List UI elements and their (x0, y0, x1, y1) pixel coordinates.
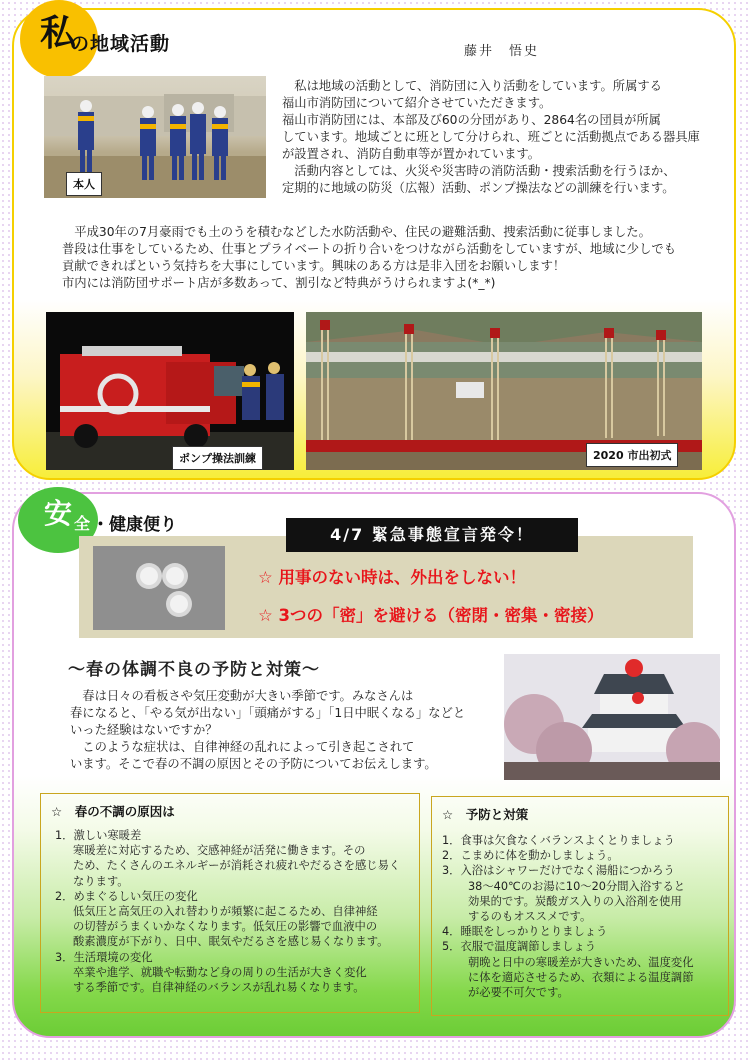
caption-ceremony: 2020 市出初式 (586, 443, 678, 467)
text-line: 定期的に地域の防災（広報）活動、ポンプ操法などの訓練を行います。 (282, 181, 675, 195)
list-item-text: 卒業や進学、就職や転勤など身の周りの生活が大きく変化 (73, 965, 367, 979)
list-item-head: 2．こまめに体を動かしましょう。 (442, 849, 619, 863)
list-item-text: 効果的です。炭酸ガス入りの入浴剤を使用 (468, 894, 682, 908)
list-item-text: が必要不可欠です。 (468, 986, 569, 1000)
activity-paragraph (62, 224, 732, 292)
section-title: の地域活動 (70, 33, 171, 55)
emergency-heading: 4/7 緊急事態宣言発令！ (286, 518, 578, 552)
list-item-head: 1．激しい寒暖差 (55, 829, 142, 842)
intro-paragraph (282, 78, 728, 197)
list-item-text: 酸素濃度が下がり、日中、眠気やだるさを感じ易くなります。 (73, 935, 389, 949)
list-item-text: 寒暖差に対応するため、交感神経が活発に働きます。その (73, 844, 366, 858)
text-line: しています。地域ごとに班として分けられ、班ごとに活動拠点である器具庫 (282, 130, 700, 144)
text-line: このような症状は、自律神経の乱れによって引き起こされて (70, 740, 415, 754)
list-item-text: の切替がうまくいかなくなります。低気圧の影響で血液中の (73, 920, 378, 934)
list-item-text: するのもオススメです。 (468, 910, 592, 924)
text-line: 福山市消防団について紹介させていただきます。 (282, 96, 552, 110)
caption-pump-training: ポンプ操法訓練 (172, 446, 263, 470)
list-item-head: 4．睡眠をしっかりとりましょう (442, 925, 608, 939)
text-line: いった経験はないですか？ (70, 723, 218, 737)
list-item-text: する季節です。自律神経のバランスが乱れ易くなります。 (73, 981, 365, 995)
list-item-text: 朝晩と日中の寒暖差が大きいため、温度変化 (468, 955, 694, 969)
list-item-head: 5．衣服で温度調節しましょう (442, 940, 597, 954)
prevention-box (431, 796, 729, 1016)
caption-me: 本人 (66, 172, 102, 196)
list-item-head: 1．食事は欠食なくバランスよくとりましょう (442, 834, 675, 847)
coronavirus-image (93, 546, 225, 630)
text-line: 平成30年の7月豪雨でも土のうを積むなどした水防活動や、住民の避難活動、捜索活動に従事しました。 (62, 225, 651, 239)
alert-stay-home: ☆ 用事のない時は、外出をしない！ (258, 568, 527, 587)
list-item-text: なります。 (73, 874, 129, 888)
text-line: が設置され、消防自動車等が置かれています。 (282, 147, 540, 161)
text-line: 市内には消防団サポート店が多数あって、割引など特典がうけられますよ(*_*) (62, 276, 496, 290)
section-title-health: ・健康便り (92, 515, 177, 535)
badge-char-zen: 全 (74, 514, 91, 533)
text-line: います。そこで春の不調の原因とその予防についてお伝えします。 (70, 757, 437, 771)
text-line: 活動内容としては、火災や災害時の消防活動・捜索活動を行うほか、 (282, 164, 676, 178)
spring-paragraph (70, 688, 490, 773)
list-item-text: 38～40℃のお湯に10～20分間入浴すると (468, 879, 686, 893)
text-line: 私は地域の活動として、消防団に入り活動をしています。所属する (282, 79, 662, 93)
prevention-title: ☆ 予防と対策 (442, 807, 529, 822)
text-line: 春は日々の看板さや気圧変動が大きい季節です。みなさんは (70, 689, 414, 703)
causes-title: ☆ 春の不調の原因は (51, 804, 175, 819)
list-item-head: 3．入浴はシャワーだけでなく湯船につかろう (442, 864, 675, 878)
spring-health-title: ～春の体調不良の予防と対策～ (68, 660, 320, 680)
list-item-head: 2．めまぐるしい気圧の変化 (55, 889, 198, 903)
list-item-text: に体を適応させるため、衣類による温度調節 (468, 970, 694, 984)
text-line: 福山市消防団には、本部及び60の分団があり、2864名の団員が所属 (282, 113, 661, 127)
badge-char: 私 (40, 13, 77, 54)
author-name: 藤井 悟史 (464, 44, 540, 59)
prevention-list (442, 833, 726, 1000)
list-item-text: 低気圧と高気圧の入れ替わりが頻繁に起こるため、自律神経 (73, 905, 378, 919)
causes-list (55, 828, 415, 995)
list-item-text: ため、たくさんのエネルギーが消耗され疲れやだるさを感じ易く (73, 859, 401, 873)
text-line: 春になると、「やる気が出ない」「頭痛がする」「1日中眠くなる」などと (70, 706, 466, 720)
text-line: 貢献できればという気持ちを大事にしています。興味のある方は是非入団をお願いします！ (62, 259, 566, 273)
badge-char-an: 安 (44, 497, 73, 530)
text-line: 普段は仕事をしているため、仕事とプライベートの折り合いをつけながら活動をしていますが、地域に少しでも (62, 242, 676, 256)
castle-cherry-blossom-photo (504, 654, 720, 780)
list-item-head: 3．生活環境の変化 (55, 950, 153, 964)
causes-box (40, 793, 420, 1013)
alert-avoid-3cs: ☆ 3つの「密」を避ける（密閉・密集・密接） (258, 606, 604, 625)
